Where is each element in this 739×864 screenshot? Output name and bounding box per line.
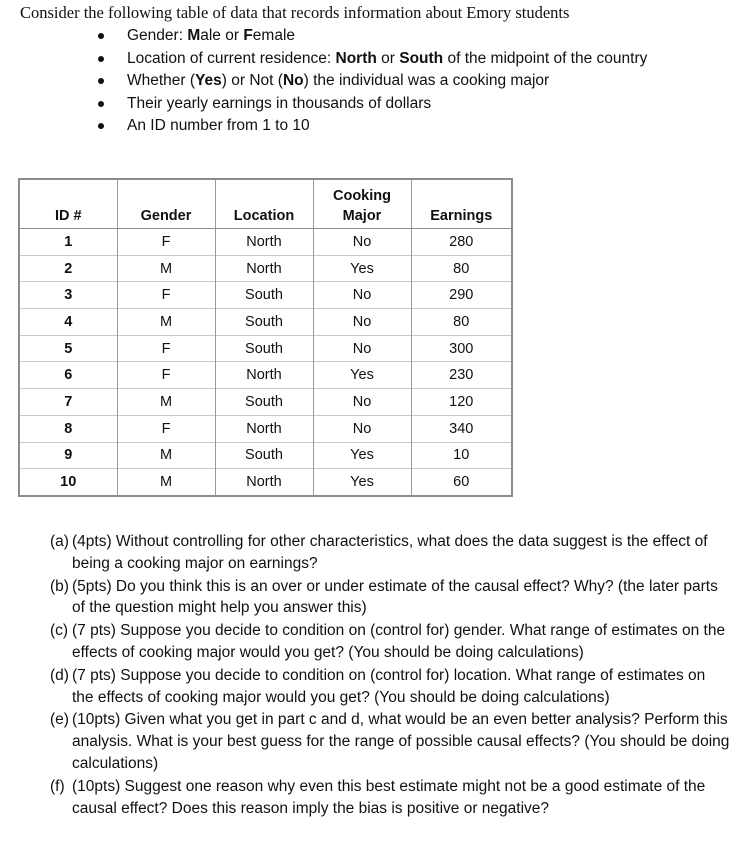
cell-gender: F — [117, 282, 215, 309]
table-row — [19, 442, 512, 469]
table-row — [19, 282, 512, 309]
cell-cooking: No — [313, 389, 411, 416]
bullet-dot-icon — [98, 78, 104, 84]
question-label: (e) — [50, 711, 69, 729]
question-list — [50, 531, 730, 820]
cell-id: 9 — [19, 442, 117, 469]
question-a — [50, 531, 730, 575]
bullet-id: An ID number from 1 to 10 — [98, 115, 647, 138]
header-cooking-major: Cooking Major — [313, 179, 411, 229]
cell-location: South — [215, 309, 313, 336]
cell-cooking: No — [313, 282, 411, 309]
header-earnings: Earnings — [411, 179, 512, 229]
question-b — [50, 576, 730, 620]
question-text: (5pts) Do you think this is an over or under estimate of the causal effect? Why? (the later parts of the question might help you answer this) — [72, 577, 718, 617]
attribute-list — [98, 25, 647, 138]
cell-earnings: 120 — [411, 389, 512, 416]
cell-id: 6 — [19, 362, 117, 389]
bullet-earnings: Their yearly earnings in thousands of dollars — [98, 93, 647, 116]
cell-id: 2 — [19, 255, 117, 282]
bullet-gender: Gender: Male or Female — [98, 25, 647, 48]
cell-gender: F — [117, 362, 215, 389]
bullet-location: Location of current residence: North or South of the midpoint of the country — [98, 48, 647, 71]
question-e — [50, 709, 730, 774]
cell-gender: F — [117, 335, 215, 362]
bullet-cooking: Whether (Yes) or Not (No) the individual was a cooking major — [98, 70, 647, 93]
cell-earnings: 280 — [411, 229, 512, 256]
cell-id: 7 — [19, 389, 117, 416]
cell-gender: M — [117, 469, 215, 496]
table-row — [19, 255, 512, 282]
question-text: (7 pts) Suppose you decide to condition on (control for) gender. What range of estimates on the effects of cooking major would you get? (You should be doing calculations) — [72, 622, 726, 661]
cell-cooking: No — [313, 415, 411, 442]
cell-earnings: 80 — [411, 309, 512, 336]
cell-cooking: Yes — [313, 255, 411, 282]
cell-earnings: 290 — [411, 282, 512, 309]
bullet-dot-icon — [98, 123, 104, 129]
question-text: (4pts) Without controlling for other characteristics, what does the data suggest is the effect of being a cooking major on earnings? — [72, 533, 708, 572]
student-data-table — [18, 178, 513, 497]
table-row — [19, 469, 512, 496]
question-f — [50, 776, 730, 820]
cell-cooking: No — [313, 309, 411, 336]
header-location: Location — [215, 179, 313, 229]
table-header-row — [19, 179, 512, 229]
cell-gender: M — [117, 309, 215, 336]
question-label: (f) — [50, 777, 65, 795]
question-text: (10pts) Suggest one reason why even this best estimate might not be a good estimate of the causal effect? Does this reason imply the bias is positive or negative? — [72, 777, 706, 817]
question-c — [50, 620, 730, 664]
header-gender: Gender — [117, 179, 215, 229]
cell-earnings: 80 — [411, 255, 512, 282]
cell-location: North — [215, 415, 313, 442]
cell-location: North — [215, 255, 313, 282]
cell-id: 10 — [19, 469, 117, 496]
cell-earnings: 300 — [411, 335, 512, 362]
cell-cooking: No — [313, 229, 411, 256]
table-row — [19, 309, 512, 336]
cell-location: North — [215, 229, 313, 256]
cell-location: North — [215, 362, 313, 389]
question-text: (7 pts) Suppose you decide to condition on (control for) location. What range of estimates on the effects of cooking major would you get? (You should be doing calculations) — [72, 666, 706, 706]
cell-gender: M — [117, 255, 215, 282]
question-label: (b) — [50, 577, 69, 595]
cell-location: South — [215, 389, 313, 416]
table-row — [19, 415, 512, 442]
cell-cooking: Yes — [313, 362, 411, 389]
cell-cooking: No — [313, 335, 411, 362]
question-label: (a) — [50, 533, 69, 550]
cell-gender: M — [117, 442, 215, 469]
question-label: (c) — [50, 622, 69, 640]
bullet-dot-icon — [98, 56, 104, 62]
cell-id: 3 — [19, 282, 117, 309]
cell-cooking: Yes — [313, 442, 411, 469]
cell-id: 5 — [19, 335, 117, 362]
cell-location: South — [215, 442, 313, 469]
table-row — [19, 335, 512, 362]
cell-gender: M — [117, 389, 215, 416]
cell-id: 4 — [19, 309, 117, 336]
cell-id: 8 — [19, 415, 117, 442]
bullet-dot-icon — [98, 33, 104, 39]
table-row — [19, 229, 512, 256]
question-label: (d) — [50, 666, 69, 684]
intro-text: Consider the following table of data that records information about Emory students — [20, 3, 570, 22]
cell-gender: F — [117, 229, 215, 256]
table-row — [19, 389, 512, 416]
question-d — [50, 665, 730, 709]
cell-gender: F — [117, 415, 215, 442]
bullet-dot-icon — [98, 101, 104, 107]
cell-location: South — [215, 335, 313, 362]
header-id: ID # — [19, 179, 117, 229]
cell-location: North — [215, 469, 313, 496]
cell-id: 1 — [19, 229, 117, 256]
cell-earnings: 340 — [411, 415, 512, 442]
table-row — [19, 362, 512, 389]
cell-cooking: Yes — [313, 469, 411, 496]
question-text: (10pts) Given what you get in part c and d, what would be an even better analysis? Perform this analysis. What is your best guess for the range of possible causal effects? (You should be doing calculations) — [72, 711, 730, 772]
cell-earnings: 230 — [411, 362, 512, 389]
cell-location: South — [215, 282, 313, 309]
cell-earnings: 10 — [411, 442, 512, 469]
cell-earnings: 60 — [411, 469, 512, 496]
